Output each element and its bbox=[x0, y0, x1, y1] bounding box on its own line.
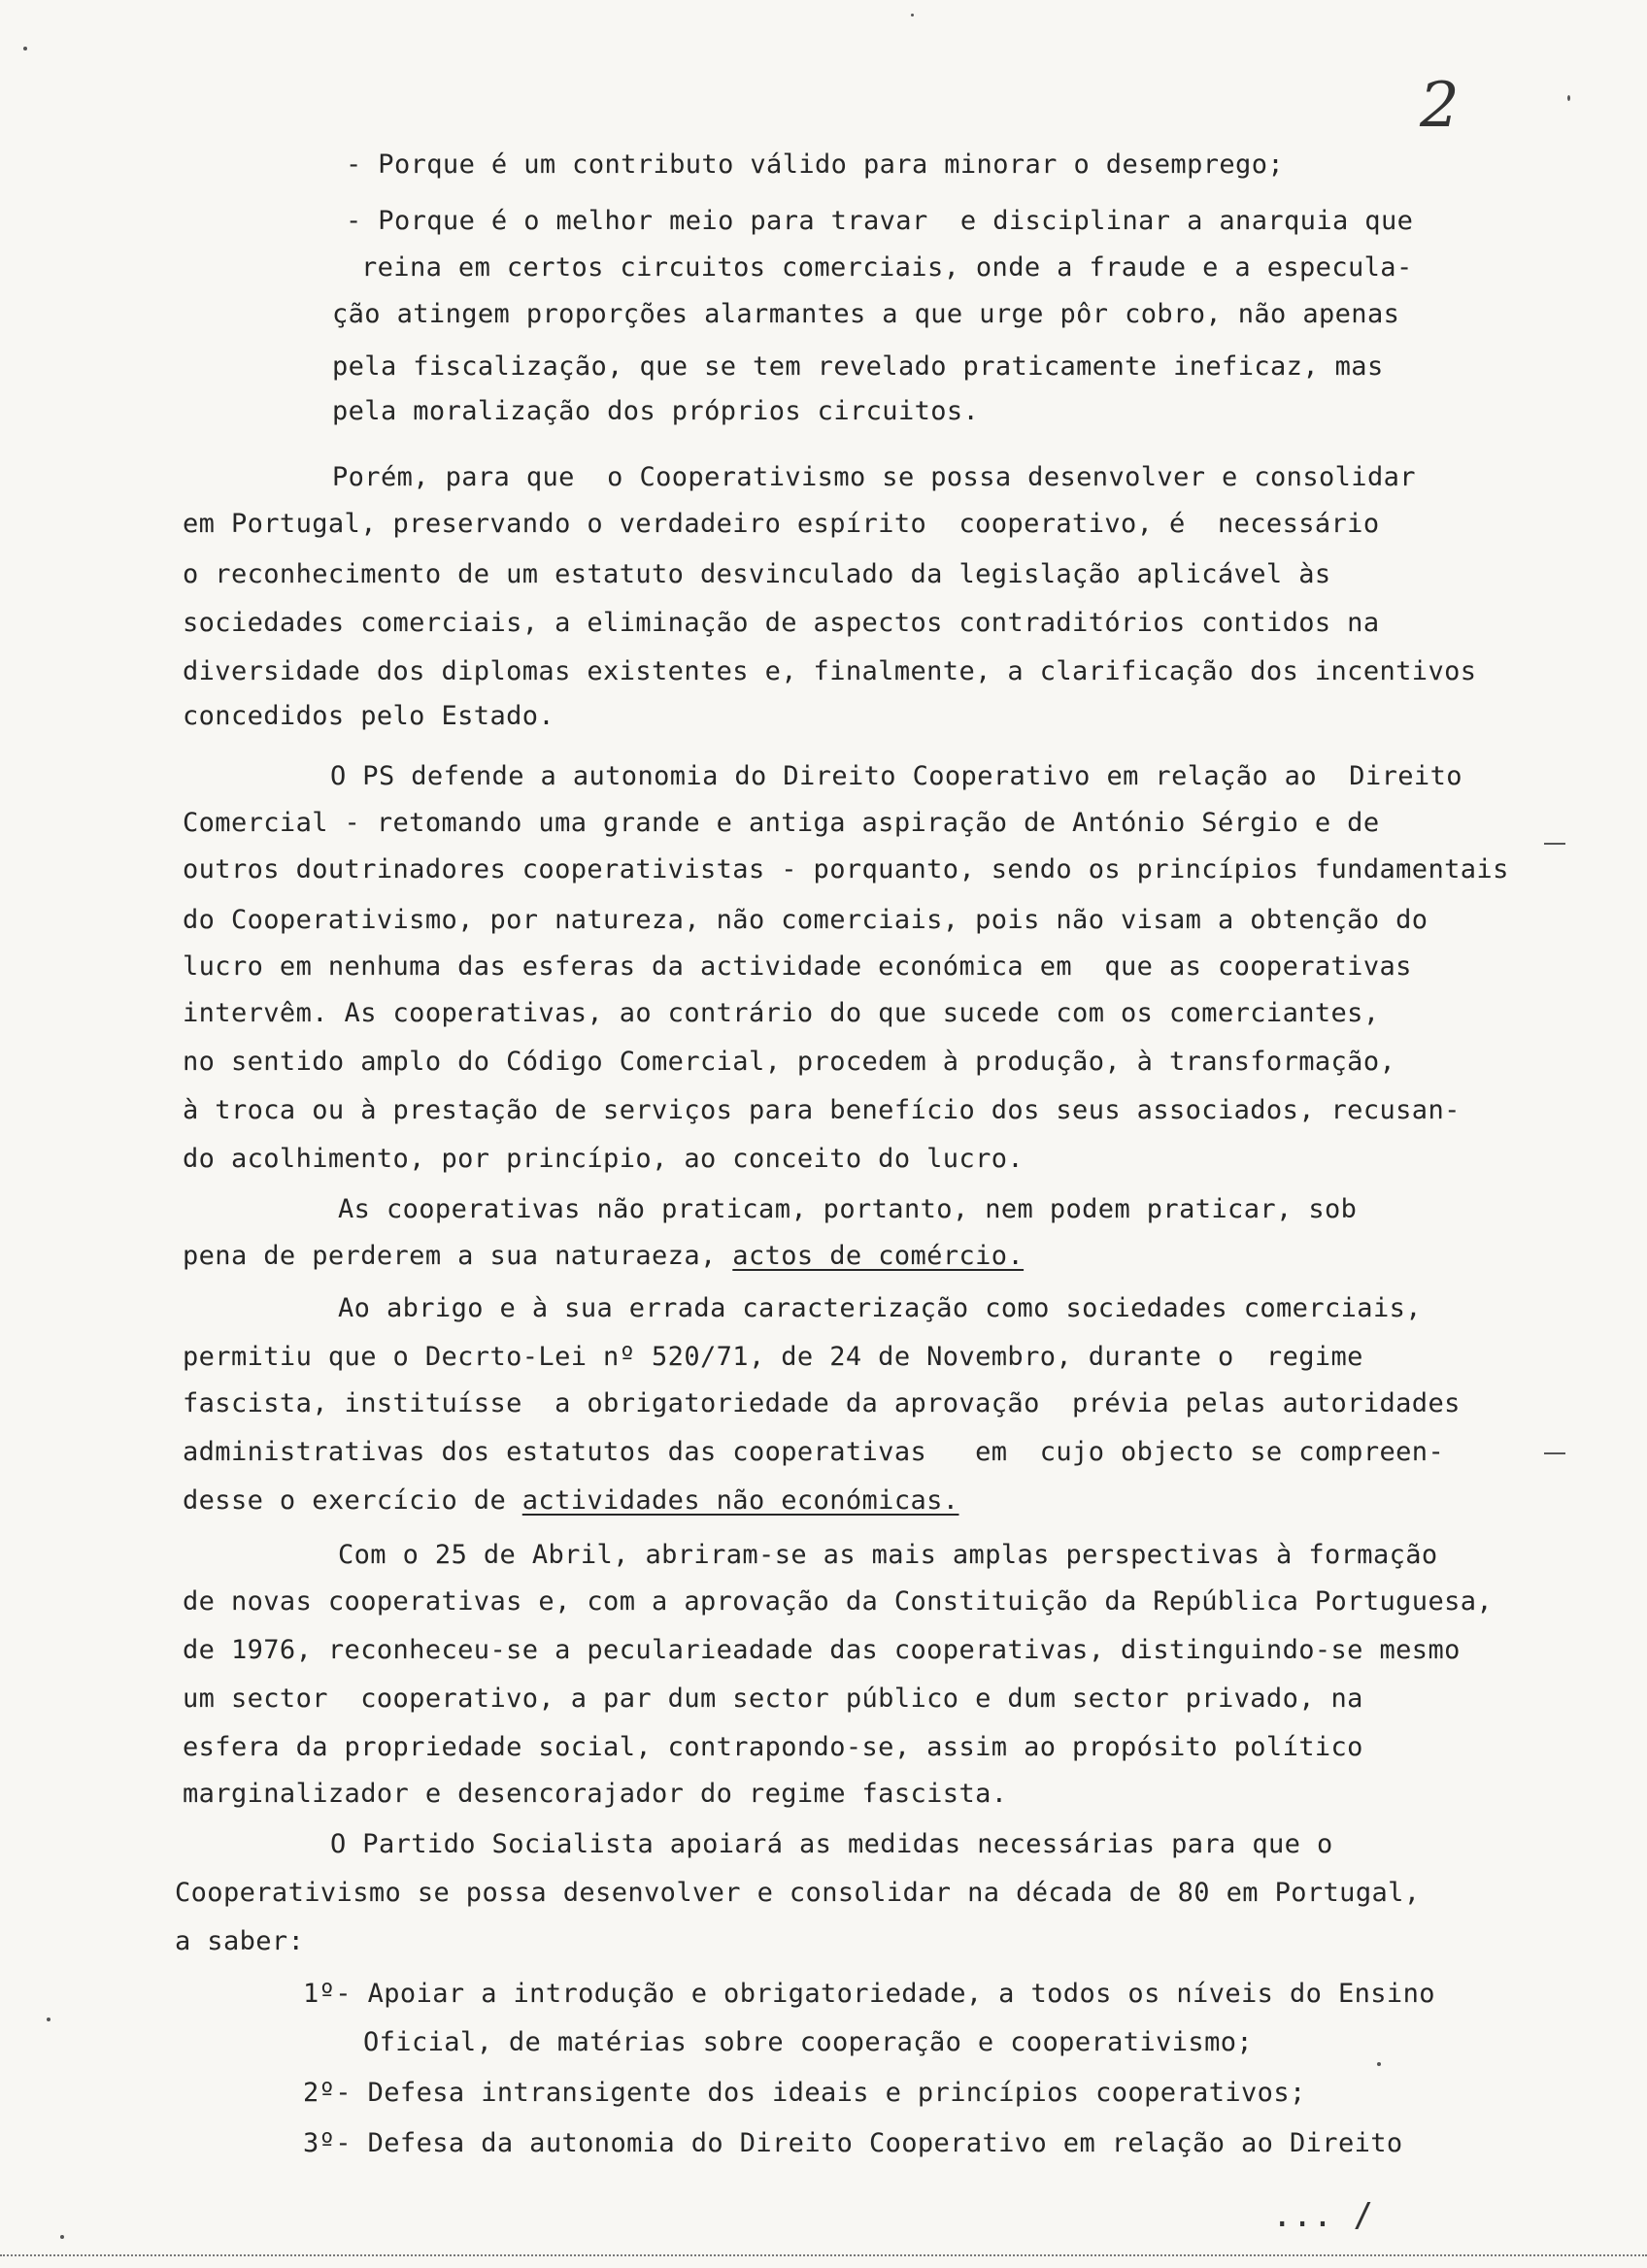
text-line: pela fiscalização, que se tem revelado praticamente ineficaz, mas bbox=[332, 351, 1384, 382]
text-line: de novas cooperativas e, com a aprovação da Constituição da República Portuguesa, bbox=[183, 1586, 1494, 1617]
text-span: desse o exercício de bbox=[183, 1485, 522, 1516]
text-line: As cooperativas não praticam, portanto, nem podem praticar, sob bbox=[338, 1194, 1358, 1224]
text-line: O Partido Socialista apoiará as medidas necessárias para que o bbox=[330, 1829, 1333, 1859]
text-span: pena de perderem a sua naturaeza, bbox=[183, 1241, 733, 1271]
text-line: - Porque é um contributo válido para minorar o desemprego; bbox=[346, 150, 1285, 180]
scan-speck bbox=[1567, 95, 1570, 101]
text-line: esfera da propriedade social, contrapondo-se, assim ao propósito político bbox=[183, 1732, 1363, 1762]
text-line: 3º- Defesa da autonomia do Direito Cooperativo em relação ao Direito bbox=[303, 2128, 1403, 2158]
text-line: intervêm. As cooperativas, ao contrário do que sucede com os comerciantes, bbox=[183, 998, 1380, 1028]
text-line: no sentido amplo do Código Comercial, procedem à produção, à transformação, bbox=[183, 1047, 1396, 1077]
scan-speck bbox=[23, 47, 27, 50]
text-line: ção atingem proporções alarmantes a que urge pôr cobro, não apenas bbox=[332, 299, 1400, 329]
scan-speck bbox=[911, 14, 914, 17]
margin-mark bbox=[1544, 1452, 1565, 1454]
text-line: permitiu que o Decrto-Lei nº 520/71, de 24 de Novembro, durante o regime bbox=[183, 1342, 1363, 1372]
text-line: de 1976, reconheceu-se a pecularieadade das cooperativas, distinguindo-se mesmo bbox=[183, 1635, 1461, 1665]
text-line: administrativas dos estatutos das cooperativas em cujo objecto se compreen- bbox=[183, 1437, 1445, 1467]
text-line: outros doutrinadores cooperativistas - porquanto, sendo os princípios fundamentais bbox=[183, 854, 1509, 884]
text-line: do Cooperativismo, por natureza, não comerciais, pois não visam a obtenção do bbox=[183, 905, 1429, 935]
scan-speck bbox=[60, 2235, 64, 2239]
text-line: pela moralização dos próprios circuitos. bbox=[332, 396, 980, 426]
page-number: 2 bbox=[1420, 70, 1461, 142]
text-line: lucro em nenhuma das esferas da actividade económica em que as cooperativas bbox=[183, 951, 1412, 982]
text-line: Cooperativismo se possa desenvolver e consolidar na década de 80 em Portugal, bbox=[175, 1878, 1421, 1908]
scan-speck bbox=[1377, 2062, 1381, 2066]
text-line: Ao abrigo e à sua errada caracterização como sociedades comerciais, bbox=[338, 1293, 1422, 1323]
text-line: diversidade dos diplomas existentes e, finalmente, a clarificação dos incentivos bbox=[183, 656, 1477, 686]
text-line: em Portugal, preservando o verdadeiro espírito cooperativo, é necessário bbox=[183, 509, 1380, 539]
text-line: - Porque é o melhor meio para travar e disciplinar a anarquia que bbox=[346, 206, 1414, 236]
text-line: o reconhecimento de um estatuto desvinculado da legislação aplicável às bbox=[183, 559, 1331, 589]
scan-speck bbox=[47, 2018, 50, 2021]
underlined-phrase: actos de comércio. bbox=[732, 1241, 1025, 1271]
text-line: a saber: bbox=[175, 1926, 305, 1956]
text-line: Porém, para que o Cooperativismo se possa desenvolver e consolidar bbox=[332, 462, 1416, 492]
underlined-phrase: actividades não económicas. bbox=[521, 1485, 959, 1516]
text-line: marginalizador e desencorajador do regime fascista. bbox=[183, 1779, 1008, 1809]
text-line: 1º- Apoiar a introdução e obrigatoriedade, a todos os níveis do Ensino bbox=[303, 1979, 1435, 2009]
text-line: 2º- Defesa intransigente dos ideais e princípios cooperativos; bbox=[303, 2078, 1306, 2108]
text-line: Com o 25 de Abril, abriram-se as mais amplas perspectivas à formação bbox=[338, 1540, 1438, 1570]
text-line: do acolhimento, por princípio, ao conceito do lucro. bbox=[183, 1144, 1025, 1174]
text-line: concedidos pelo Estado. bbox=[183, 701, 555, 731]
continuation-mark: ... / bbox=[1272, 2196, 1374, 2235]
text-line: à troca ou à prestação de serviços para benefício dos seus associados, recusan- bbox=[183, 1095, 1461, 1125]
margin-mark bbox=[1544, 843, 1565, 845]
text-line bbox=[183, 1487, 958, 1514]
scan-edge bbox=[0, 2254, 1647, 2259]
text-line: O PS defende a autonomia do Direito Cooperativo em relação ao Direito bbox=[330, 761, 1462, 791]
text-line bbox=[183, 1243, 1024, 1269]
text-line: Comercial - retomando uma grande e antiga aspiração de António Sérgio e de bbox=[183, 808, 1380, 838]
text-line: reina em certos circuitos comerciais, onde a fraude e a especula- bbox=[361, 252, 1413, 283]
text-line: sociedades comerciais, a eliminação de aspectos contraditórios contidos na bbox=[183, 608, 1380, 638]
text-line: fascista, instituísse a obrigatoriedade da aprovação prévia pelas autoridades bbox=[183, 1388, 1461, 1418]
text-line: um sector cooperativo, a par dum sector público e dum sector privado, na bbox=[183, 1684, 1363, 1714]
text-line: Oficial, de matérias sobre cooperação e cooperativismo; bbox=[363, 2027, 1254, 2057]
